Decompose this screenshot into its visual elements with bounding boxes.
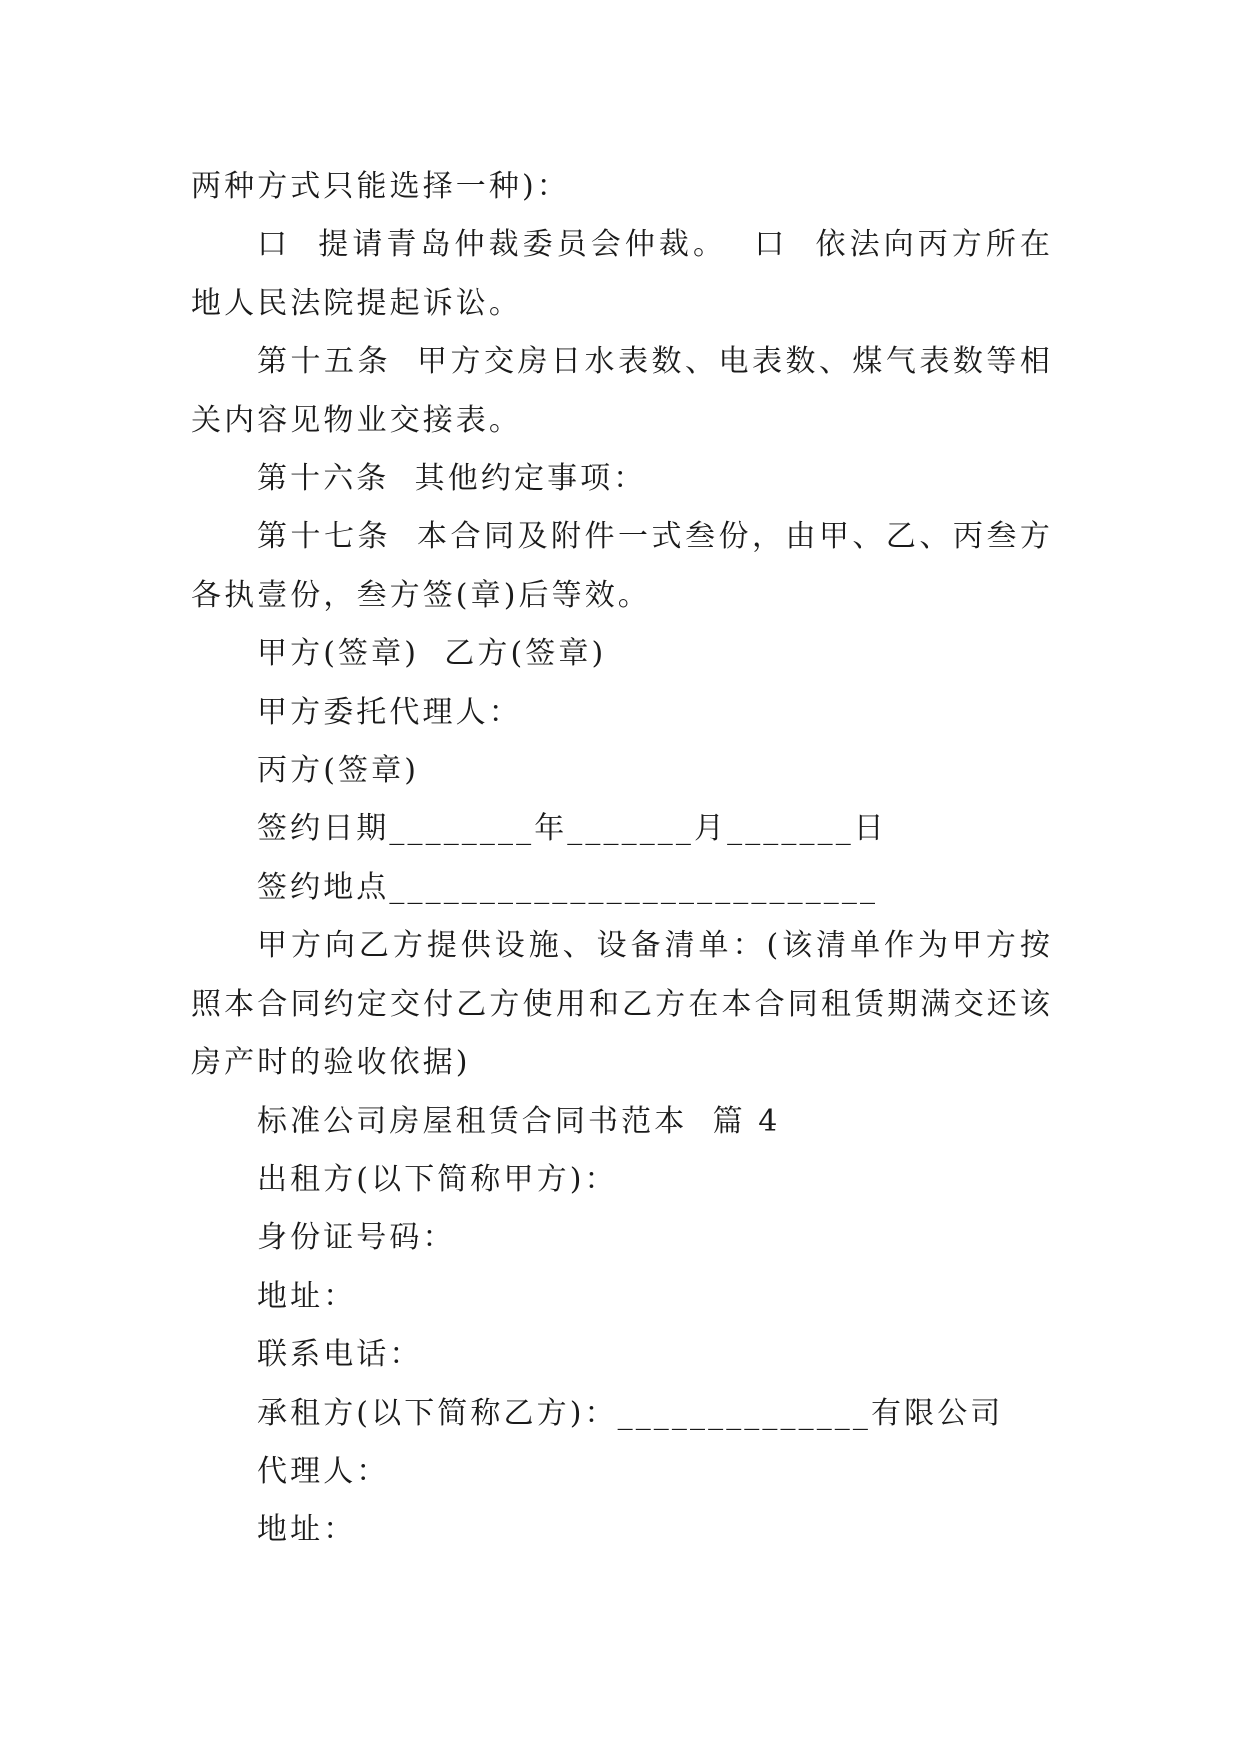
paragraph-arbitration-note: 两种方式只能选择一种)：	[191, 169, 570, 204]
paragraph-article-17: 第十七条 本合同及附件一式叁份，由甲、乙、丙叁方各执壹份，叁方签(章)后等效。	[191, 519, 1053, 613]
signature-party-a-b: 甲方(签章) 乙方(签章)	[257, 636, 607, 672]
field-id-number: 身份证号码：	[257, 1220, 456, 1256]
field-lessee-address: 地址：	[257, 1512, 357, 1548]
paragraph-equipment-list: 甲方向乙方提供设施、设备清单：(该清单作为甲方按照本合同约定交付乙方使用和乙方在本合同租赁期满交还该房产时的验收依据)	[191, 928, 1053, 1081]
signing-date: 签约日期________年_______月_______日	[257, 811, 887, 847]
document-body	[191, 158, 1053, 1560]
paragraph-article-16: 第十六条 其他约定事项：	[257, 461, 647, 497]
paragraph-dispute-options: 口 提请青岛仲裁委员会仲裁。 口 依法向丙方所在地人民法院提起诉讼。	[191, 227, 1053, 321]
field-lessor: 出租方(以下简称甲方)：	[257, 1161, 618, 1197]
section-heading-part-4: 标准公司房屋租赁合同书范本 篇 4	[257, 1103, 781, 1139]
field-lessor-address: 地址：	[257, 1278, 357, 1314]
field-agent: 代理人：	[257, 1453, 390, 1489]
signing-place: 签约地点___________________________	[257, 869, 879, 905]
field-lessee: 承租方(以下简称乙方)：______________有限公司	[257, 1395, 1004, 1431]
signature-party-c: 丙方(签章)	[257, 753, 420, 789]
field-phone: 联系电话：	[257, 1337, 423, 1373]
signature-party-a-agent: 甲方委托代理人：	[257, 694, 522, 730]
paragraph-article-15: 第十五条 甲方交房日水表数、电表数、煤气表数等相关内容见物业交接表。	[191, 344, 1053, 438]
